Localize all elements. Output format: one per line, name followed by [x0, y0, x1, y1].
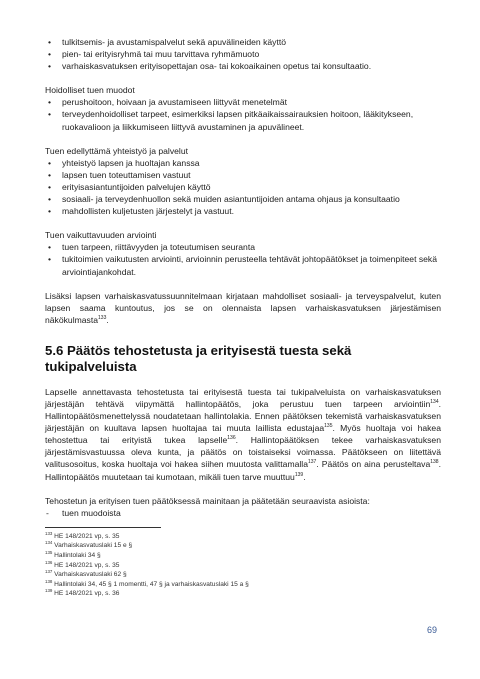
footnote — [45, 570, 441, 580]
bullet-icon: • — [48, 194, 52, 205]
footnote-text: Hallintolaki 34 § — [54, 552, 101, 559]
bullet-icon: • — [48, 169, 52, 180]
list-item — [45, 253, 441, 277]
decision-items-list — [45, 507, 441, 519]
footnote-number: 136 — [45, 559, 53, 565]
footnote-ref: 134 — [430, 399, 439, 406]
footnote-text: Varhaiskasvatuslaki 15 e § — [54, 542, 133, 550]
section-heading: 5.6 Päätös tehostetusta ja erityisestä tuesta sekä tukipalveluista — [45, 342, 352, 374]
footnote-ref: 136 — [227, 435, 236, 442]
footnote-ref: 137 — [307, 459, 317, 466]
bullet-icon: • — [48, 97, 52, 108]
body-paragraph: Tehostetun ja erityisen tuen päätöksessä mainitaan ja päätetään seuraavista asioista: — [45, 495, 370, 506]
list-item-text: yhteistyö lapsen ja huoltajan kanssa — [62, 157, 200, 168]
footnote — [45, 551, 441, 561]
list-item-text: mahdollisten kuljetusten järjestelyt ja vastuut. — [62, 206, 234, 217]
footnote-ref: 133 — [98, 314, 107, 321]
list-item-text: terveydenhoidolliset tarpeet, esimerkiksi lapsen pitkäaikaissairauksien hoitoon, lääkitykseen, ruokavalioon ja liikkumiseen liittyvä avustaminen ja apuvälineet. — [62, 109, 414, 132]
bullet-icon: • — [48, 157, 52, 168]
footnote-ref: 135 — [324, 423, 333, 430]
footnote-ref: 138 — [430, 459, 439, 466]
list-item — [45, 157, 441, 169]
footnote — [45, 532, 441, 542]
body-paragraph — [45, 290, 441, 326]
support-forms-list — [45, 36, 441, 72]
footnote — [45, 589, 441, 599]
footnote-number: 133 — [45, 530, 53, 536]
bullet-icon: • — [48, 254, 52, 265]
list-item — [45, 36, 441, 48]
paragraph-end: . — [106, 314, 109, 325]
paragraph-text: . Hallintopäätösmenettelyssä noudatetaan hallintolakia. Ennen päätöksen tekemistä varhaiskasvatuksen järjestäjän on kuultava lapsen huoltajaa tai muuta laillista edustajaa — [45, 398, 441, 434]
footnote-text: HE 148/2021 vp, s. 35 — [54, 561, 120, 569]
bullet-icon: • — [48, 49, 52, 60]
body-paragraph — [45, 386, 441, 483]
bullet-icon: • — [48, 206, 52, 217]
list-item — [45, 169, 441, 181]
paragraph-text: . Hallintopäätöksen tekee varhaiskasvatuksen järjestämisvastuussa oleva kunta, ja päätös on toistaiseksi voimassa. Päätökseen on liitettävä valitusosoitus, koska huoltaja voi hakea siihen muutosta valittamalla — [45, 435, 441, 470]
page-number: 69 — [427, 625, 438, 635]
footnote-number: 134 — [45, 540, 53, 546]
footnote-number: 138 — [45, 578, 53, 584]
list-item — [45, 48, 441, 60]
footnote-number: 139 — [45, 588, 53, 594]
page-content — [45, 36, 441, 599]
footnotes — [45, 532, 441, 599]
bullet-icon: • — [48, 37, 52, 47]
list-item-text: tukitoimien vaikutusten arviointi, arvioinnin perusteella tehtävät johtopäätökset ja toimenpiteet sekä arviointiajankohdat. — [62, 254, 437, 277]
list-item — [45, 108, 441, 132]
paragraph-text: . Hallintopäätös muutetaan tai kumotaan, mikäli tuen tarve muuttuu — [45, 459, 441, 482]
list-item — [45, 181, 441, 193]
list-item-text: perushoitoon, hoivaan ja avustamiseen liittyvät menetelmät — [62, 97, 287, 108]
list-item-text: tulkitsemis- ja avustamispalvelut sekä apuvälineiden käyttö — [62, 37, 287, 47]
list-item — [45, 96, 441, 108]
group-title-cooperation: Tuen edellyttämä yhteistyö ja palvelut — [45, 145, 188, 156]
footnote-text: Varhaiskasvatuslaki 62 § — [54, 571, 127, 579]
paragraph-text: . Myös huoltaja voi hakea tehostettua tai erityistä tukea lapselle — [45, 423, 441, 446]
evaluation-list — [45, 241, 441, 277]
list-item — [45, 60, 441, 72]
paragraph-end: . — [303, 471, 306, 482]
footnote-ref: 139 — [294, 471, 304, 478]
list-item-text: pien- tai erityisryhmä tai muu tarvittava ryhmämuoto — [62, 49, 260, 60]
list-item — [45, 507, 441, 519]
bullet-icon: • — [48, 242, 52, 253]
paragraph-text: . Päätös on aina perusteltava — [316, 459, 431, 470]
cooperation-list — [45, 157, 441, 217]
list-item-text: varhaiskasvatuksen erityisopettajan osa- tai kokoaikainen opetus tai konsultaatio. — [62, 61, 372, 72]
footnote-text: HE 148/2021 vp, s. 36 — [54, 590, 120, 598]
list-item — [45, 193, 441, 205]
list-item-text: lapsen tuen toteuttamisen vastuut — [62, 169, 191, 180]
footnote-number: 137 — [45, 569, 53, 574]
care-support-list — [45, 96, 441, 132]
bullet-icon: • — [48, 61, 52, 72]
paragraph-text: Lisäksi lapsen varhaiskasvatussuunnitelmaan kirjataan mahdolliset sosiaali- ja terveyspalvelut, kuten lapsen saama kuntoutus, jos se on olennaista lapsen varhaiskasvatuksen järjestämisen näkökulmasta — [45, 290, 441, 325]
group-title-care: Hoidolliset tuen muodot — [45, 85, 135, 96]
list-item — [45, 205, 441, 217]
footnote — [45, 541, 441, 551]
group-title-evaluation: Tuen vaikuttavuuden arviointi — [45, 230, 157, 241]
footnote-text: Hallintolaki 34, 45 § 1 momentti, 47 § ja varhaiskasvatuslaki 15 a § — [54, 580, 249, 588]
footnote-number: 135 — [45, 549, 53, 555]
footnote-text: HE 148/2021 vp, s. 35 — [54, 532, 120, 540]
bullet-icon: • — [48, 109, 52, 120]
footnote-divider — [45, 527, 161, 528]
list-item-text: tuen muodoista — [62, 507, 121, 518]
dash-icon: - — [46, 507, 49, 518]
list-item-text: tuen tarpeen, riittävyyden ja toteutumisen seuranta — [62, 242, 255, 253]
list-item-text: sosiaali- ja terveydenhuollon sekä muiden asiantuntijoiden antama ohjaus ja konsultaatio — [62, 194, 400, 205]
footnote — [45, 561, 441, 571]
bullet-icon: • — [48, 181, 52, 192]
paragraph-text: Lapselle annettavasta tehostetusta tai erityisestä tuesta tai tukipalveluista on varhaiskasvatuksen järjestäjän tehtävä viipymättä hallintopäätös, joka perustuu tuen tarpeen arviointiin — [45, 386, 441, 409]
list-item-text: erityisasiantuntijoiden palvelujen käyttö — [62, 181, 211, 192]
list-item — [45, 241, 441, 253]
footnote — [45, 580, 441, 590]
